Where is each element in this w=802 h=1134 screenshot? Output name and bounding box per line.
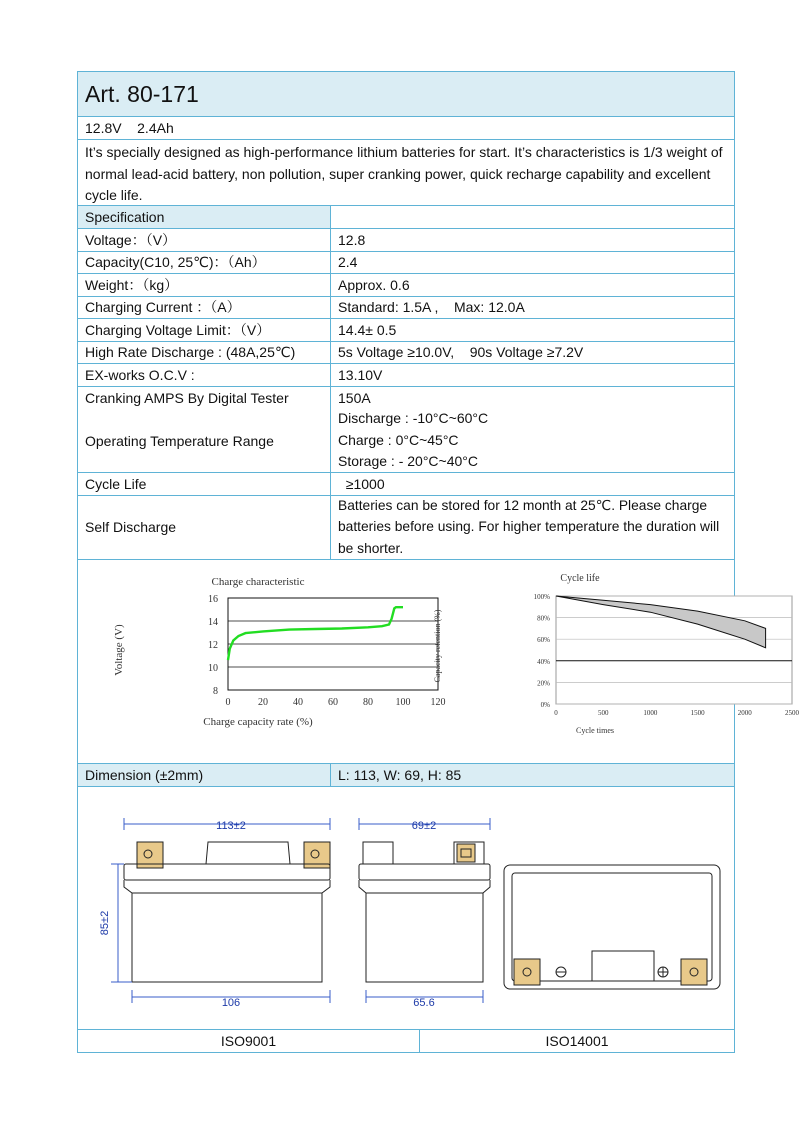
- spec-value: 13.10V: [338, 366, 383, 383]
- spec-value: 12.8: [338, 231, 366, 248]
- x-tick-label: 0: [225, 696, 231, 708]
- side-view: [359, 818, 490, 1003]
- drawing-row: [78, 787, 734, 1030]
- product-description: It’s specially designed as high-performance lithium batteries for start. It’s characteristics is 1/3 weight of normal lead-acid battery, non pollution, super cranking power, quick recharge capability and excellent cycle life.: [85, 144, 723, 203]
- dimension-row: [78, 764, 734, 787]
- datasheet: [77, 71, 799, 1053]
- chart-ticks: [208, 594, 446, 708]
- y-tick-label: 14: [208, 616, 218, 628]
- spec-label: Charging Current ：（A）: [78, 297, 331, 319]
- subtitle-row: [78, 117, 734, 140]
- cycle-life-value: ≥1000: [338, 475, 385, 492]
- spec-heading: Specification: [78, 206, 331, 228]
- x-tick-label: 100: [395, 696, 411, 708]
- self-discharge-line: batteries before using. For higher temperature the duration will: [338, 519, 720, 535]
- spec-row: [78, 342, 734, 365]
- self-discharge-values: [331, 496, 734, 559]
- temperature-values: [331, 409, 734, 472]
- temperature-storage: Storage : - 20°C~40°C: [338, 453, 478, 470]
- self-discharge-line: be shorter.: [338, 540, 404, 556]
- charts-row: [78, 560, 799, 764]
- chart-xlabel: Charge capacity rate (%): [203, 715, 313, 728]
- x-tick-label: 2000: [737, 708, 752, 717]
- y-tick-label: 8: [213, 685, 218, 697]
- spec-row: [78, 364, 734, 387]
- cycle-life-row: [78, 473, 734, 496]
- spec-value: 5s Voltage ≥10.0V, 90s Voltage ≥7.2V: [338, 344, 584, 361]
- spec-value: 150A: [338, 389, 371, 406]
- x-tick-label: 80: [363, 696, 373, 708]
- y-tick-label: 16: [208, 593, 218, 605]
- y-tick-label: 80%: [537, 614, 550, 623]
- dimension-value: L: 113, W: 69, H: 85: [331, 764, 734, 786]
- x-tick-label: 120: [430, 696, 446, 708]
- self-discharge-label: Self Discharge: [78, 496, 331, 559]
- y-tick-label: 20%: [537, 678, 550, 687]
- chart-ylabel: Capacity retention (%): [433, 609, 442, 682]
- x-tick-label: 2500: [785, 708, 799, 717]
- spec-header-row: [78, 206, 734, 229]
- y-tick-label: 12: [208, 639, 218, 651]
- spec-row: [78, 297, 734, 320]
- cert-iso9001: ISO9001: [78, 1030, 420, 1052]
- height-dimension-label: 85±2: [99, 910, 111, 935]
- chart-grid: [228, 598, 438, 690]
- chart-title: Charge characteristic: [211, 575, 305, 588]
- self-discharge-row: [78, 496, 734, 560]
- length-inner-label: 106: [221, 996, 241, 1009]
- chart-title: Cycle life: [560, 572, 600, 584]
- y-tick-label: 100%: [533, 592, 550, 601]
- temperature-row: [78, 409, 734, 473]
- y-tick-label: 0%: [540, 700, 550, 709]
- description-row: [78, 140, 734, 206]
- spec-label: Cranking AMPS By Digital Tester: [78, 387, 331, 410]
- spec-row: [78, 387, 734, 410]
- spec-label: Charging Voltage Limit：（V）: [78, 319, 331, 341]
- spec-row: [78, 274, 734, 297]
- spec-heading-blank: [331, 206, 734, 228]
- cert-iso14001: ISO14001: [545, 1032, 609, 1049]
- spec-value: 14.4± 0.5: [338, 321, 397, 338]
- width-inner-label: 65.6: [413, 996, 435, 1009]
- title-row: [78, 72, 734, 117]
- chart-series-line: [228, 607, 403, 660]
- x-tick-label: 500: [597, 708, 609, 717]
- spec-row: [78, 252, 734, 275]
- y-tick-label: 10: [208, 662, 218, 674]
- front-view: [111, 818, 330, 1003]
- chart-xlabel: Cycle times: [576, 725, 614, 735]
- spec-row: [78, 229, 734, 252]
- length-dimension-label: 113±2: [216, 819, 246, 832]
- x-tick-label: 40: [293, 696, 303, 708]
- spec-value: 2.4: [338, 254, 358, 271]
- self-discharge-line: Batteries can be stored for 12 month at 25℃. Please charge: [338, 497, 708, 513]
- cycle-life-label: Cycle Life: [78, 473, 331, 495]
- spec-row: [78, 319, 734, 342]
- cycle-life-chart: [428, 568, 799, 758]
- y-tick-label: 40%: [537, 657, 550, 666]
- x-tick-label: 0: [554, 708, 558, 717]
- temperature-label: Operating Temperature Range: [78, 409, 331, 472]
- x-tick-label: 1000: [643, 708, 658, 717]
- x-tick-label: 1500: [690, 708, 705, 717]
- x-tick-label: 20: [258, 696, 268, 708]
- spec-label: Weight：（kg）: [78, 274, 331, 296]
- spec-value: Approx. 0.6: [338, 276, 410, 293]
- x-tick-label: 60: [328, 696, 338, 708]
- spec-label: Voltage：（V）: [78, 229, 331, 251]
- dimension-label: Dimension (±2mm): [78, 764, 331, 786]
- temperature-discharge: Discharge : -10°C~60°C: [338, 410, 489, 427]
- top-view: [504, 865, 720, 989]
- dimension-drawing: [78, 787, 734, 1030]
- y-tick-label: 60%: [537, 635, 550, 644]
- chart-ylabel: Voltage (V): [113, 623, 125, 676]
- spec-rows: [78, 229, 734, 409]
- spec-label: EX-works O.C.V :: [78, 364, 331, 386]
- spec-label: Capacity(C10, 25℃)：（Ah）: [78, 252, 331, 274]
- width-dimension-label: 69±2: [411, 819, 437, 832]
- spec-label: High Rate Discharge : (48A,25℃): [78, 342, 331, 364]
- spec-value: Standard: 1.5A , Max: 12.0A: [338, 299, 525, 316]
- temperature-charge: Charge : 0°C~45°C: [338, 431, 459, 448]
- footer-row: [78, 1030, 734, 1052]
- product-title: Art. 80-171: [78, 72, 734, 116]
- product-subtitle: 12.8V 2.4Ah: [85, 120, 174, 136]
